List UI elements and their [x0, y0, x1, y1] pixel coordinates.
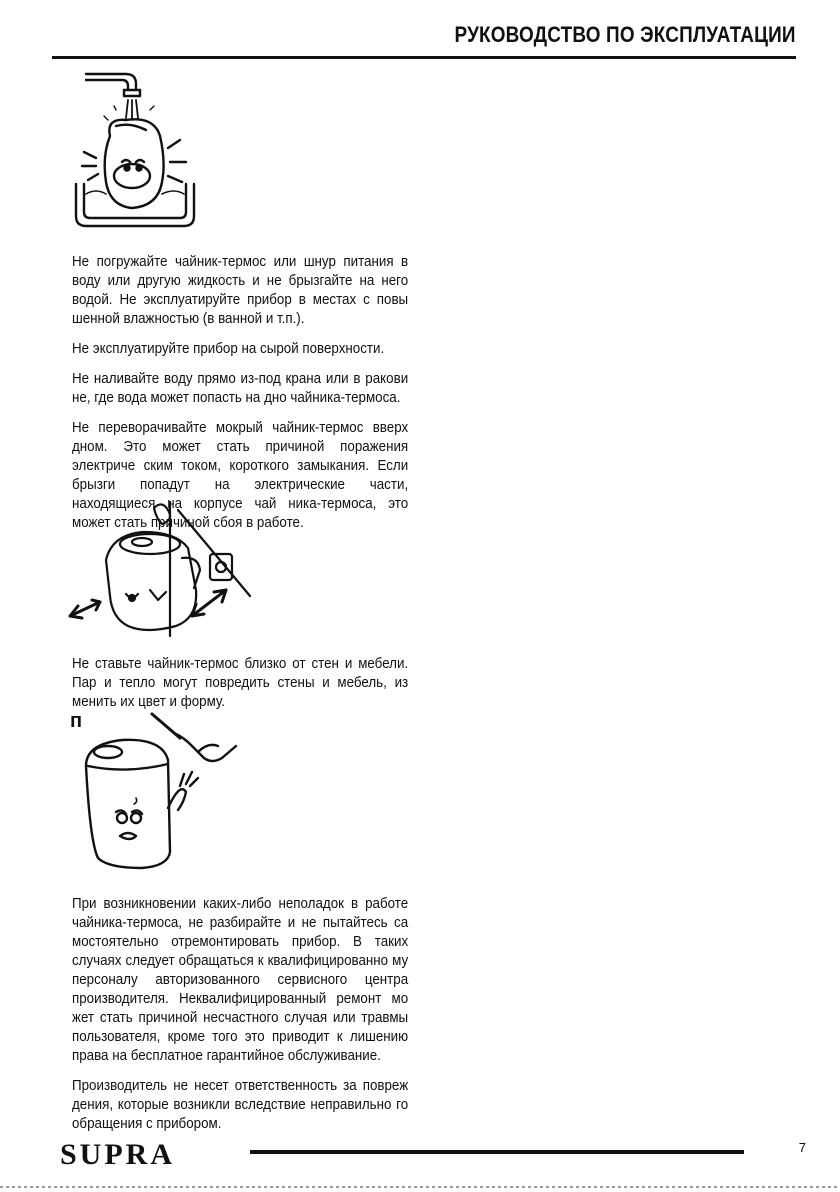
- section-2-text: [72, 654, 408, 711]
- paragraph: Не эксплуатируйте прибор на сырой поверхности.: [72, 340, 385, 357]
- paragraph: Не наливайте воду прямо из-под крана или в ракови не, где вода может попасть на дно чайника-термоса.: [72, 370, 409, 406]
- paragraph: При возникновении каких-либо неполадок в работе чайника-термоса, не разбирайте и не пытайтесь са мостоятельно отремонтировать прибор. В таких случаях следует обращаться к квалифицированно му персоналу авторизованного сервисного центра производителя. Неквалифицированный ремонт мо жет стать причиной несчастного случая или травмы пользователя, кроме того это приводит к лишению права на бесплатное гарантийное обслуживание.: [72, 895, 409, 1064]
- section-3-text: [72, 894, 408, 1133]
- paragraph: Не погружайте чайник-термос или шнур питания в воду или другую жидкость и не брызгайте на него водой. Не эксплуатируйте прибор в местах с повы шенной влажностью (в ванной и т.п.).: [72, 253, 409, 327]
- page-edge-dots: [0, 1186, 840, 1188]
- paragraph: Не ставьте чайник-термос близко от стен и мебели. Пар и тепло могут повредить стены и мебель, из менить их цвет и форму.: [72, 655, 409, 710]
- kettle-under-tap-illustration: [70, 66, 210, 236]
- thermos-refusing-repair-illustration: [72, 712, 242, 877]
- paragraph: Не переворачивайте мокрый чайник-термос вверх дном. Это может стать причиной поражения электриче ским током, короткого замыкания. Если брызги попадут на электрические части, находящиеся на корпусе чай ника-термоса, это может стать причиной сбоя в работе.: [72, 419, 409, 531]
- brand-logo: SUPRA: [60, 1138, 176, 1171]
- page-header-title: РУКОВОДСТВО ПО ЭКСПЛУАТАЦИИ: [454, 22, 796, 47]
- thermos-near-wall-illustration: [66, 500, 256, 645]
- page-number: 7: [798, 1140, 806, 1155]
- paragraph: Производитель не несет ответственность за повреж дения, которые возникли вследствие неправильно го обращения с прибором.: [72, 1077, 409, 1132]
- marker-letter: п: [70, 710, 83, 732]
- header-rule: [52, 56, 796, 59]
- footer-rule: [250, 1150, 744, 1154]
- section-1-text: [72, 252, 408, 532]
